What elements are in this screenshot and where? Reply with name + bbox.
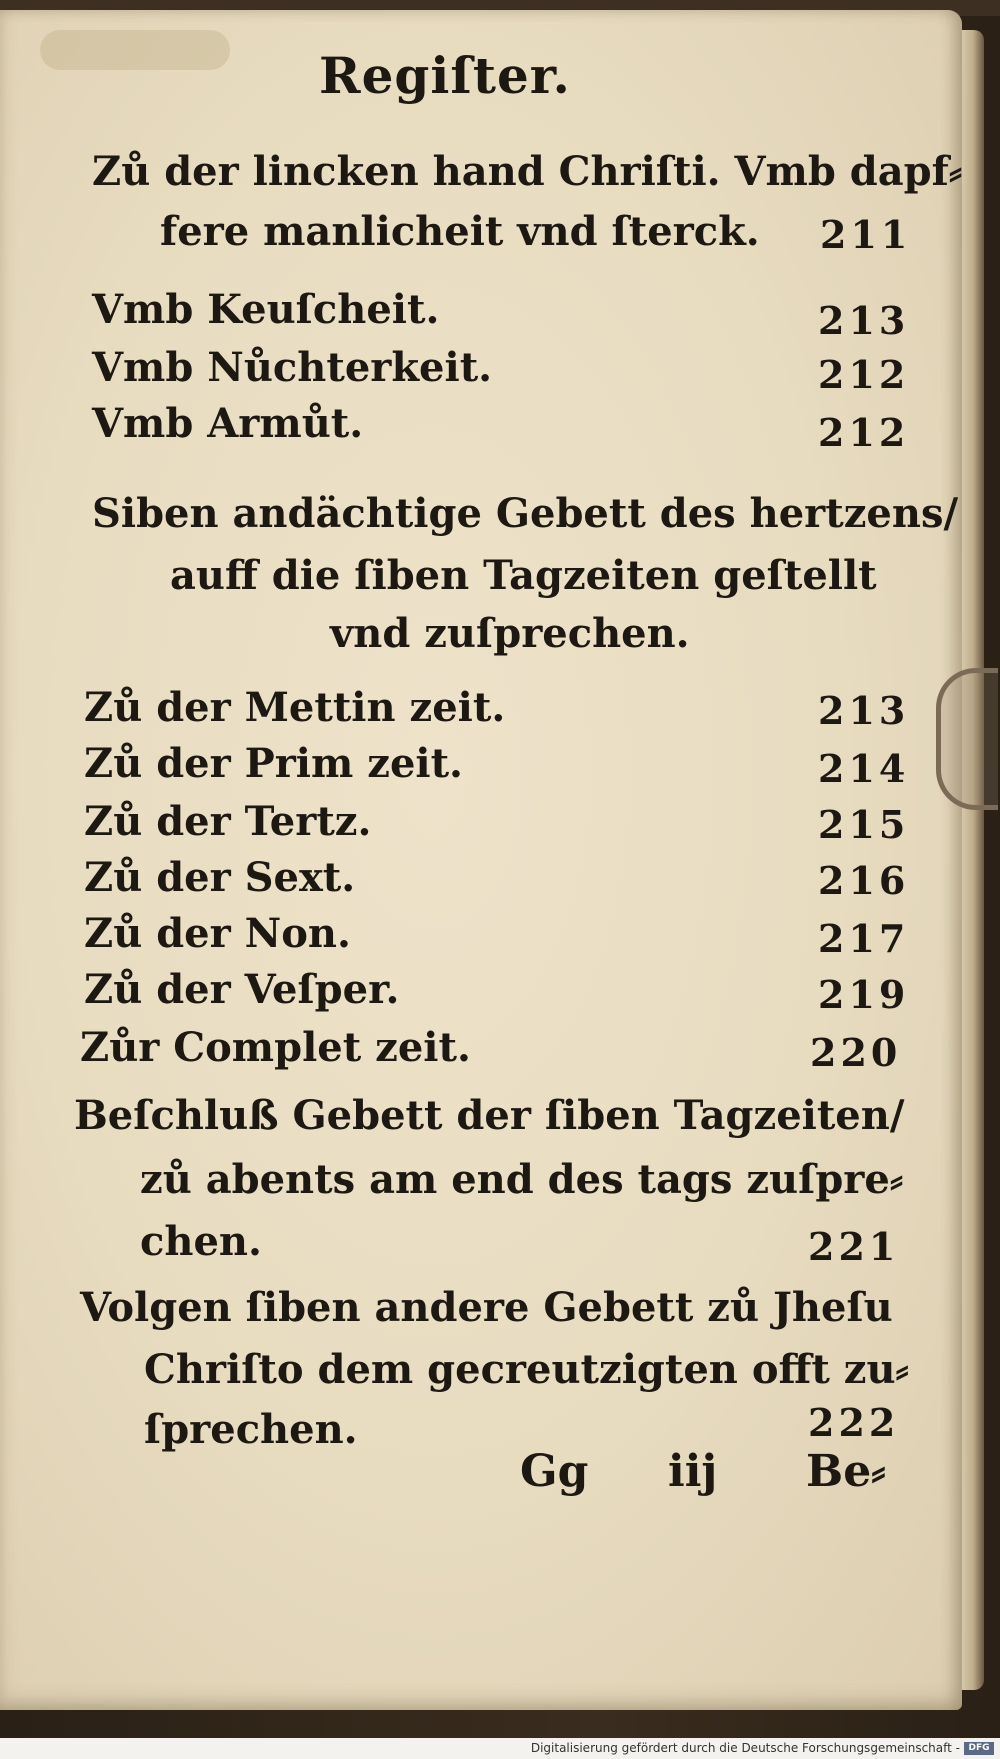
entry-line: Zů der Mettin zeit. [84,684,506,731]
signature-number: iij [668,1446,718,1497]
entry-page-number: 221 [808,1224,900,1269]
entry-line: Zů der Prim zeit. [84,740,463,787]
digitization-credit: Digitalisierung gefördert durch die Deutsche Forschungsgemeinschaft - [530,1741,960,1755]
entry-page-number: 222 [808,1400,900,1445]
entry-line: fere manlicheit vnd ſterck. [160,208,760,255]
entry-line: Volgen ſiben andere Gebett zů Jheſu [80,1284,893,1331]
entry-line: Zů der Non. [84,910,351,957]
page-edge [962,30,984,1690]
entry-line: Vmb Nůchterkeit. [92,344,493,391]
entry-page-number: 220 [810,1030,902,1075]
section-heading-line: Siben andächtige Gebett des hertzens/ [92,490,959,537]
entry-page-number: 213 [818,298,910,343]
entry-line: Zů der Sext. [84,854,356,901]
section-heading-line: vnd zuſprechen. [330,610,690,657]
book-clasp [936,668,998,810]
entry-line: Vmb Armůt. [92,400,364,447]
entry-line: zů abents am end des tags zuſpre⸗ [140,1156,904,1203]
entry-page-number: 212 [818,352,910,397]
entry-page-number: 213 [818,688,910,733]
entry-line: Zůr Complet zeit. [80,1024,471,1071]
section-heading-line: auff die ſiben Tagzeiten geſtellt [170,552,877,599]
catchword: Be⸗ [806,1446,886,1497]
entry-line: Zů der lincken hand Chriſti. Vmb dapf⸗ [92,148,963,195]
entry-line: Chriſto dem gecreutzigten offt zu⸗ [144,1346,909,1393]
entry-page-number: 216 [818,858,910,903]
entry-line: chen. [140,1218,262,1265]
entry-line: Vmb Keuſcheit. [92,286,440,333]
entry-page-number: 219 [818,972,910,1017]
entry-line: Zů der Veſper. [84,966,400,1013]
entry-page-number: 217 [818,916,910,961]
entry-page-number: 211 [820,212,912,257]
entry-page-number: 214 [818,746,910,791]
page-header: Regiſter. [319,46,571,105]
entry-page-number: 215 [818,802,910,847]
entry-line: Beſchluß Gebett der ſiben Tagzeiten/ [74,1092,905,1139]
signature-mark: Gg [520,1446,589,1497]
entry-line: ſprechen. [144,1406,358,1453]
entry-page-number: 212 [818,410,910,455]
entry-line: Zů der Tertz. [84,798,372,845]
dfg-logo-icon: DFG [964,1742,994,1755]
